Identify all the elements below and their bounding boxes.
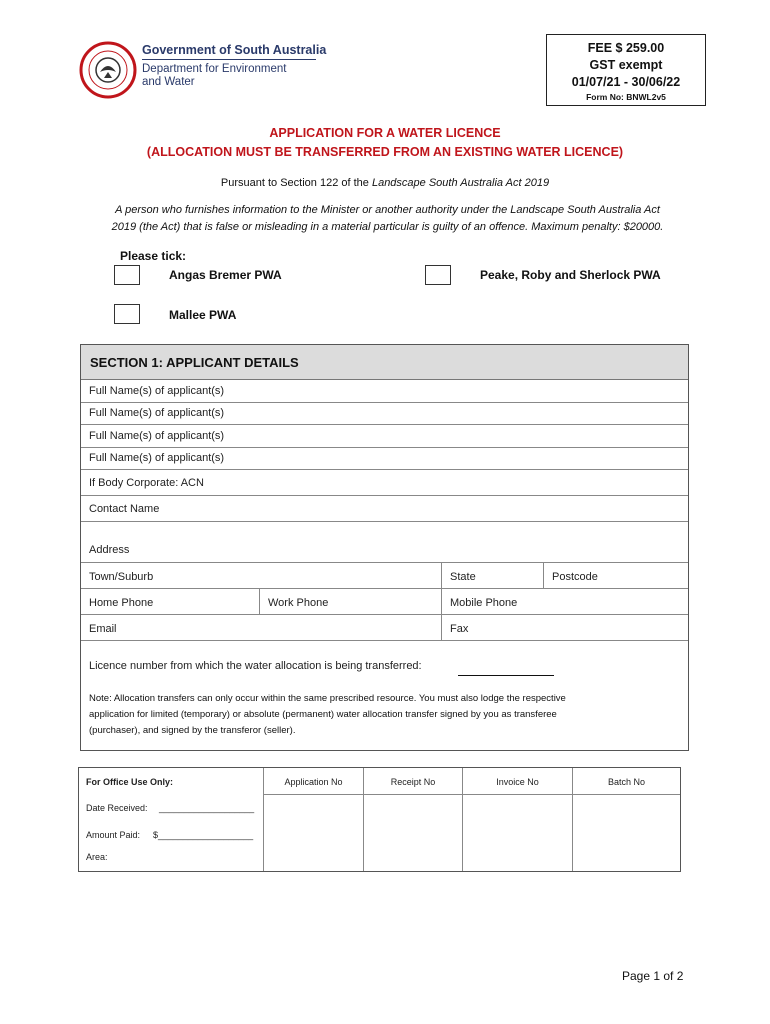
gov-divider [142,59,316,60]
licence-number-label: Licence number from which the water allocation is being transferred: [89,660,422,672]
receipt-no-column[interactable] [363,768,462,871]
amount-paid-label: Amount Paid: [86,830,141,840]
page-number: Page 1 of 2 [622,969,684,983]
area-label: Area: [86,852,108,862]
form-title-line-1: APPLICATION FOR A WATER LICENCE [269,126,501,140]
application-no-column[interactable] [263,768,363,871]
mobile-phone-label: Mobile Phone [450,597,518,609]
licence-note-block [81,641,688,752]
act-name: Landscape South Australia Act 2019 [371,177,550,189]
mallee-label: Mallee PWA [169,308,237,322]
applicant-name-label: Full Name(s) of applicant(s) [89,452,225,464]
form-number: Form No: BNWL2v5 [586,92,666,102]
date-received-label: Date Received: [86,803,148,813]
warning-line-2: 2019 (the Act) that is false or misleading in a material particular is guilty of an offence. Maximum penalty: $20000. [111,221,664,233]
acn-label: If Body Corporate: ACN [89,477,204,489]
gov-title: Government of South Australia [142,43,327,57]
applicant-name-label: Full Name(s) of applicant(s) [89,385,225,397]
phone-row [81,589,688,615]
section-applicant-details [80,344,689,751]
applicant-name-label: Full Name(s) of applicant(s) [89,407,225,419]
warning-line-1: A person who furnishes information to the Minister or another authority under the Landscape South Australia Act [115,204,660,216]
postcode-label: Postcode [552,571,598,583]
address-row[interactable] [81,522,688,563]
dept-line-2: and Water [142,76,195,88]
email-label: Email [89,623,117,635]
form-title-line-2: (ALLOCATION MUST BE TRANSFERRED FROM AN EXISTING WATER LICENCE) [146,145,624,159]
dept-line-1: Department for Environment [142,63,287,75]
fax-cell[interactable] [441,615,688,640]
invoice-no-column[interactable] [462,768,572,871]
note-line-3: (purchaser), and signed by the transferor (seller). [89,725,296,736]
mallee-checkbox[interactable] [114,304,140,324]
applicant-name-row-4[interactable] [81,448,688,470]
pursuant-statement [0,177,770,189]
transfer-note [89,691,674,739]
fee-period: 01/07/21 - 30/06/22 [571,75,681,89]
batch-no-header: Batch No [607,777,646,787]
mobile-phone-cell[interactable] [441,589,688,614]
section-heading: SECTION 1: APPLICANT DETAILS [81,345,688,380]
applicant-name-row-2[interactable] [81,403,688,425]
state-label: State [450,571,476,583]
penalty-warning [80,202,695,236]
applicant-name-row-1[interactable] [81,380,688,403]
application-no-header: Application No [284,777,343,787]
licence-number-field[interactable] [458,674,554,676]
contact-name-row[interactable] [81,496,688,522]
email-fax-row [81,615,688,641]
office-header-divider [263,794,680,795]
pursuant-prefix: Pursuant to Section 122 of the [220,177,372,189]
note-line-1: Note: Allocation transfers can only occur within the same prescribed resource. You must also lodge the respective [89,693,566,704]
date-received-field[interactable]: ___________________ [159,803,255,813]
angas-bremer-label: Angas Bremer PWA [169,268,282,282]
state-cell[interactable] [441,563,543,588]
fax-label: Fax [450,623,469,635]
work-phone-label: Work Phone [268,597,329,609]
office-use-table [78,767,681,872]
department-name [142,63,286,89]
fee-box [546,34,706,106]
postcode-cell[interactable] [543,563,688,588]
office-use-heading: For Office Use Only: [86,777,174,787]
invoice-no-header: Invoice No [496,777,539,787]
please-tick-label: Please tick: [120,249,187,263]
contact-name-label: Contact Name [89,503,160,515]
peake-roby-sherlock-label: Peake, Roby and Sherlock PWA [480,268,661,282]
peake-roby-sherlock-checkbox[interactable] [425,265,451,285]
receipt-no-header: Receipt No [390,777,436,787]
fee-amount: FEE $ 259.00 [587,41,665,55]
note-line-2: application for limited (temporary) or absolute (permanent) water allocation transfer signed by you as transferee [89,709,557,720]
amount-paid-field[interactable]: $___________________ [153,830,254,840]
work-phone-cell[interactable] [259,589,441,614]
applicant-name-row-3[interactable] [81,425,688,448]
town-suburb-label: Town/Suburb [89,571,154,583]
acn-row[interactable] [81,470,688,496]
state-crest-icon [78,40,138,100]
applicant-name-label: Full Name(s) of applicant(s) [89,430,225,442]
town-state-postcode-row [81,563,688,589]
address-label: Address [89,544,130,556]
angas-bremer-checkbox[interactable] [114,265,140,285]
gst-status: GST exempt [589,58,663,72]
batch-no-column[interactable] [572,768,680,871]
home-phone-label: Home Phone [89,597,154,609]
